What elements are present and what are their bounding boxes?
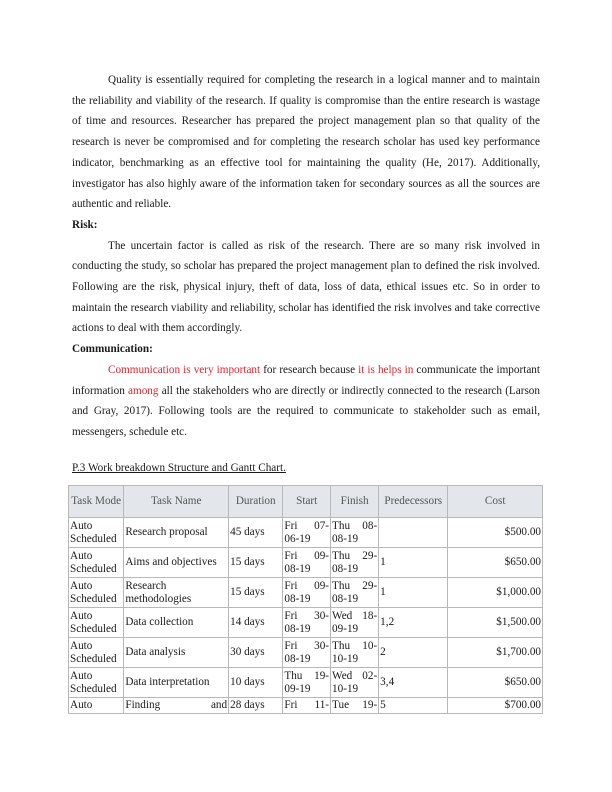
finish-day: 10- [362, 639, 378, 652]
table-row [69, 638, 543, 668]
quality-paragraph: Quality is essentially required for completing the research in a logical manner and to maintain the reliability and viability of the research. If quality is compromise than the entire research is wastage of time and resources. Researcher has prepared the project management plan so that quality of the research is never be compromised and for completing the research scholar has used key performance indicator, benchmarking as an effective tool for maintaining the quality (He, 2017). Additionally, investigator has also highly aware of the information taken for secondary sources as all the sources are authentic and reliable. [72, 74, 540, 211]
cell-task-mode: Auto [69, 698, 124, 714]
start-date-line-1 [284, 580, 329, 593]
cell-cost: $700.00 [448, 698, 543, 714]
start-month-year: 08-19 [284, 652, 311, 665]
finish-date-line-1 [332, 610, 377, 623]
cell-start [283, 608, 331, 638]
cell-duration: 30 days [229, 638, 283, 668]
communication-segment: among [128, 384, 159, 397]
start-month-year: 06-19 [284, 532, 311, 545]
cell-task-mode: Auto Scheduled [69, 638, 124, 668]
finish-day: 18- [362, 609, 378, 622]
start-day: 30- [314, 609, 330, 622]
cell-finish [331, 698, 379, 714]
cell-start [283, 548, 331, 578]
section-title: P.3 Work breakdown Structure and Gantt Chart. [72, 462, 286, 474]
finish-day: 19- [362, 699, 378, 711]
communication-segment: for research because [260, 363, 359, 376]
cell-start [283, 578, 331, 608]
cell-task-mode: Auto Scheduled [69, 578, 124, 608]
communication-segment: it is helps in [358, 363, 414, 376]
start-month-year: 08-19 [284, 562, 311, 575]
table-row [69, 668, 543, 698]
communication-segment: communicate the important information [72, 363, 540, 397]
finish-month-year: 09-19 [332, 622, 359, 635]
cell-predecessors: 1 [379, 578, 448, 608]
cell-predecessors: 1,2 [379, 608, 448, 638]
communication-segment: all the stakeholders who are directly or indirectly connected to the research (Larson and Gray, 2017). Following tools are the required to communicate to stakeholder such as email, messengers, schedule etc. [72, 384, 540, 438]
communication-heading: Communication: [72, 343, 153, 356]
finish-weekday: Thu [332, 579, 351, 592]
header-task-mode: Task Mode [69, 486, 124, 518]
table-row [69, 518, 543, 548]
cell-task-mode: Auto Scheduled [69, 608, 124, 638]
cell-cost: $1,700.00 [448, 638, 543, 668]
cell-task-mode: Auto Scheduled [69, 668, 124, 698]
cell-duration: 28 days [229, 698, 283, 714]
finish-month-year: 08-19 [332, 592, 359, 605]
finish-date-line-1 [332, 699, 377, 712]
table-row [69, 698, 543, 714]
finish-date-line-1 [332, 550, 377, 563]
cell-task-name: Research methodologies [124, 578, 229, 608]
cell-task-name: Aims and objectives [124, 548, 229, 578]
cell-predecessors: 5 [379, 698, 448, 714]
cell-start [283, 698, 331, 714]
cell-predecessors: 3,4 [379, 668, 448, 698]
start-day: 30- [314, 639, 330, 652]
start-weekday: Fri [284, 639, 298, 652]
start-day: 19- [314, 669, 330, 682]
cell-start [283, 638, 331, 668]
cell-duration: 15 days [229, 548, 283, 578]
finish-weekday: Tue [332, 699, 350, 711]
start-date-line-1 [284, 699, 329, 712]
table-header-row [69, 486, 543, 518]
document-body [72, 70, 540, 443]
cell-cost: $650.00 [448, 668, 543, 698]
finish-date-line-1 [332, 520, 377, 533]
cell-finish [331, 518, 379, 548]
cell-finish [331, 578, 379, 608]
start-month-year: 09-19 [284, 682, 311, 695]
start-date-line-1 [284, 520, 329, 533]
table-row [69, 608, 543, 638]
cell-task-mode: Auto Scheduled [69, 548, 124, 578]
start-date-line-1 [284, 550, 329, 563]
cell-finish [331, 608, 379, 638]
cell-task-name: Data analysis [124, 638, 229, 668]
cell-duration: 10 days [229, 668, 283, 698]
start-date-line-1 [284, 640, 329, 653]
finish-date-line-1 [332, 640, 377, 653]
header-cost: Cost [448, 486, 543, 518]
start-date-line-1 [284, 670, 329, 683]
finish-month-year: 08-19 [332, 532, 359, 545]
cell-task-name: Data collection [124, 608, 229, 638]
cell-duration: 14 days [229, 608, 283, 638]
finish-month-year: 10-19 [332, 682, 359, 695]
cell-predecessors [379, 518, 448, 548]
cell-finish [331, 668, 379, 698]
cell-predecessors: 1 [379, 548, 448, 578]
start-month-year: 08-19 [284, 622, 311, 635]
cell-task-name: Research proposal [124, 518, 229, 548]
header-start: Start [283, 486, 331, 518]
finish-weekday: Thu [332, 549, 351, 562]
risk-paragraph: The uncertain factor is called as risk of the research. There are so many risk involved in conducting the study, so scholar has prepared the project management plan to defined the risk involved. Following are the risk, physical injury, theft of data, loss of data, ethical issues etc. So in order to maintain the research viability and reliability, scholar has identified the risk involves and take corrective actions to deal with them accordingly. [72, 239, 540, 335]
work-breakdown-table [68, 485, 543, 714]
start-weekday: Fri [284, 549, 298, 562]
header-task-name: Task Name [124, 486, 229, 518]
finish-day: 08- [362, 519, 378, 532]
table-row [69, 548, 543, 578]
cell-cost: $500.00 [448, 518, 543, 548]
finish-weekday: Wed [332, 609, 353, 622]
cell-finish [331, 638, 379, 668]
header-finish: Finish [331, 486, 379, 518]
cell-cost: $1,500.00 [448, 608, 543, 638]
start-day: 09- [314, 549, 330, 562]
start-day: 11- [314, 699, 330, 711]
finish-day: 29- [362, 549, 378, 562]
start-weekday: Fri [284, 609, 298, 622]
communication-paragraph [72, 360, 540, 443]
cell-duration: 45 days [229, 518, 283, 548]
cell-duration: 15 days [229, 578, 283, 608]
cell-task-name: Data interpretation [124, 668, 229, 698]
risk-heading: Risk: [72, 218, 98, 231]
start-day: 07- [314, 519, 330, 532]
finish-date-line-1 [332, 580, 377, 593]
finish-weekday: Wed [332, 669, 353, 682]
cell-cost: $1,000.00 [448, 578, 543, 608]
finish-day: 29- [362, 579, 378, 592]
finish-month-year: 08-19 [332, 562, 359, 575]
finish-weekday: Thu [332, 639, 351, 652]
header-predecessors: Predecessors [379, 486, 448, 518]
cell-predecessors: 2 [379, 638, 448, 668]
cell-start [283, 518, 331, 548]
cell-task-name: Finding and [124, 698, 229, 714]
start-month-year: 08-19 [284, 592, 311, 605]
cell-cost: $650.00 [448, 548, 543, 578]
communication-segment: Communication is very important [108, 363, 261, 376]
header-duration: Duration [229, 486, 283, 518]
start-date-line-1 [284, 610, 329, 623]
cell-start [283, 668, 331, 698]
finish-weekday: Thu [332, 519, 351, 532]
cell-task-mode: Auto Scheduled [69, 518, 124, 548]
table-row [69, 578, 543, 608]
cell-finish [331, 548, 379, 578]
start-day: 09- [314, 579, 330, 592]
start-weekday: Fri [284, 699, 298, 711]
start-weekday: Fri [284, 579, 298, 592]
start-weekday: Thu [284, 669, 303, 682]
finish-date-line-1 [332, 670, 377, 683]
finish-day: 02- [362, 669, 378, 682]
start-weekday: Fri [284, 519, 298, 532]
finish-month-year: 10-19 [332, 652, 359, 665]
